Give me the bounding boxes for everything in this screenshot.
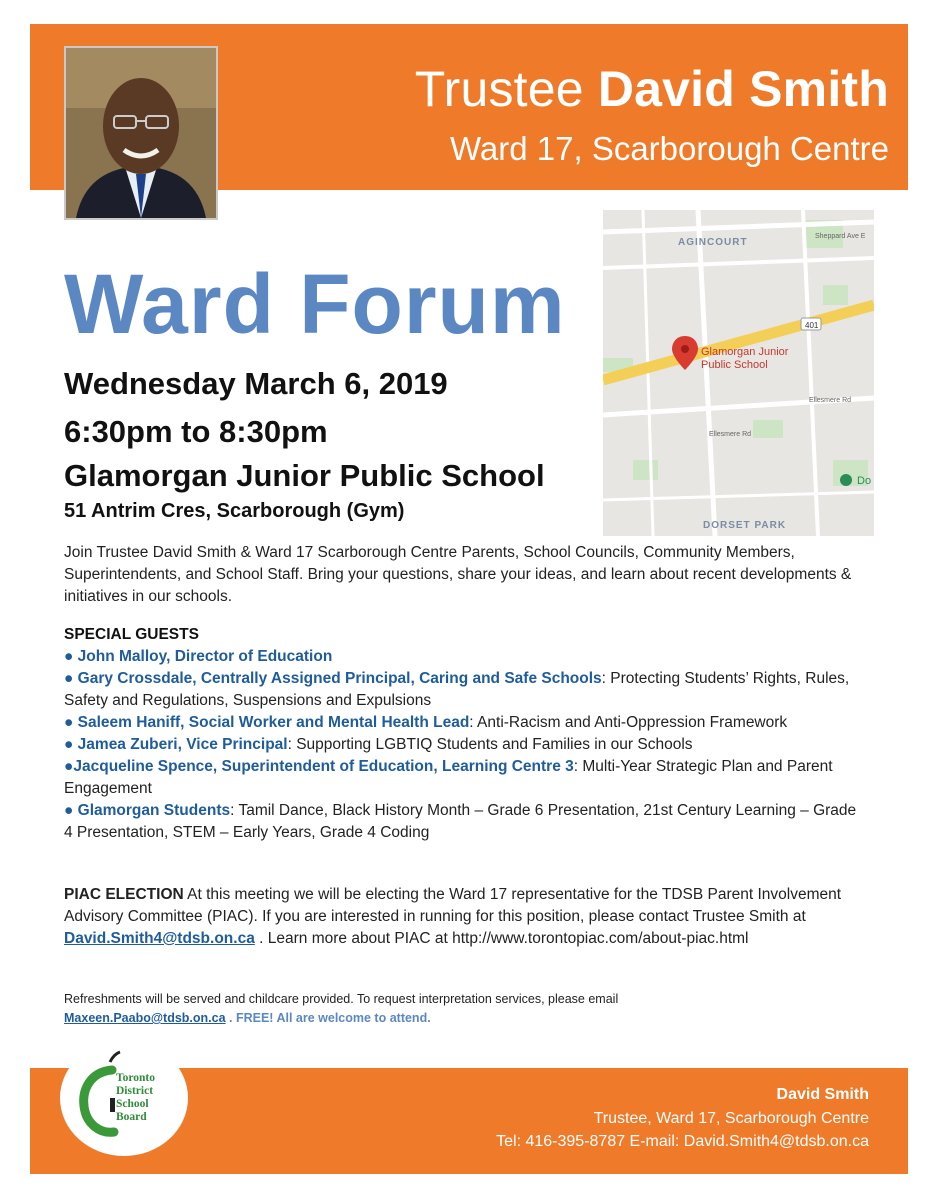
- svg-text:Do: Do: [857, 475, 872, 487]
- piac-heading: PIAC ELECTION: [64, 886, 184, 903]
- guest-item: ● John Malloy, Director of Education: [64, 648, 333, 665]
- event-date: Wednesday March 6, 2019: [64, 366, 448, 401]
- location-map: [603, 210, 874, 536]
- footer-name: David Smith: [776, 1086, 869, 1103]
- special-guests: [64, 624, 864, 844]
- svg-text:Ellesmere Rd: Ellesmere Rd: [809, 397, 852, 404]
- trustee-photo: [64, 46, 218, 220]
- guest-item: ● Glamorgan Students: Tamil Dance, Black History Month – Grade 6 Presentation, 21st Century Learning – Grade 4 Presentation, STEM – Early Years, Grade 4 Coding: [64, 802, 857, 841]
- guests-heading: SPECIAL GUESTS: [64, 626, 199, 643]
- event-headline: Ward Forum: [64, 257, 566, 351]
- svg-text:Public School: Public School: [701, 359, 768, 371]
- svg-text:AGINCOURT: AGINCOURT: [678, 237, 748, 248]
- event-venue: Glamorgan Junior Public School: [64, 458, 545, 493]
- svg-text:DORSET PARK: DORSET PARK: [703, 520, 787, 531]
- guest-item: ●Jacqueline Spence, Superintendent of Education, Learning Centre 3: Multi-Year Strategic Plan and Parent Engagement: [64, 758, 833, 797]
- guest-item: ● Jamea Zuberi, Vice Principal: Supporting LGBTIQ Students and Families in our Schools: [64, 736, 693, 753]
- logo-text: Toronto District School Board: [116, 1072, 155, 1123]
- piac-election: PIAC ELECTION At this meeting we will be electing the Ward 17 representative for the TDSB Parent Involvement Advisory Committee (PIAC). If you are interested in running for this position, please contact Trustee Smith at David.Smith4@tdsb.on.ca . Learn more about PIAC at http://www.torontopiac.com/about-piac.html: [64, 886, 842, 947]
- footer-contact: Tel: 416-395-8787 E-mail: David.Smith4@tdsb.on.ca: [496, 1133, 869, 1150]
- page-title: Trustee David Smith: [414, 61, 889, 117]
- page-subtitle: Ward 17, Scarborough Centre: [449, 130, 889, 167]
- intro-paragraph: Join Trustee David Smith & Ward 17 Scarborough Centre Parents, School Councils, Community Members, Superintendents, and School Staff. Bring your questions, share your ideas, and learn about recent developments & initiatives in our schools.: [64, 544, 852, 605]
- event-address: 51 Antrim Cres, Scarborough (Gym): [64, 500, 405, 522]
- tdsb-logo: [60, 1040, 188, 1156]
- svg-text:401: 401: [805, 321, 819, 330]
- guest-item: ● Saleem Haniff, Social Worker and Mental Health Lead: Anti-Racism and Anti-Oppression Framework: [64, 714, 788, 731]
- svg-text:Sheppard Ave E: Sheppard Ave E: [815, 233, 866, 240]
- svg-text:Glamorgan Junior: Glamorgan Junior: [701, 346, 789, 358]
- trustee-email-link[interactable]: David.Smith4@tdsb.on.ca: [64, 930, 255, 947]
- svg-text:Ellesmere Rd: Ellesmere Rd: [709, 431, 752, 438]
- refreshments-note: Refreshments will be served and childcare provided. To request interpretation services, please email Maxeen.Paabo@tdsb.on.ca . FREE! All are welcome to attend.: [64, 992, 619, 1025]
- event-time: 6:30pm to 8:30pm: [64, 414, 328, 449]
- guest-item: ● Gary Crossdale, Centrally Assigned Principal, Caring and Safe Schools: Protecting Students’ Rights, Rules, Safety and Regulations, Suspensions and Expulsions: [64, 670, 850, 709]
- interpretation-email-link[interactable]: Maxeen.Paabo@tdsb.on.ca: [64, 1011, 226, 1025]
- footer-role: Trustee, Ward 17, Scarborough Centre: [593, 1110, 869, 1127]
